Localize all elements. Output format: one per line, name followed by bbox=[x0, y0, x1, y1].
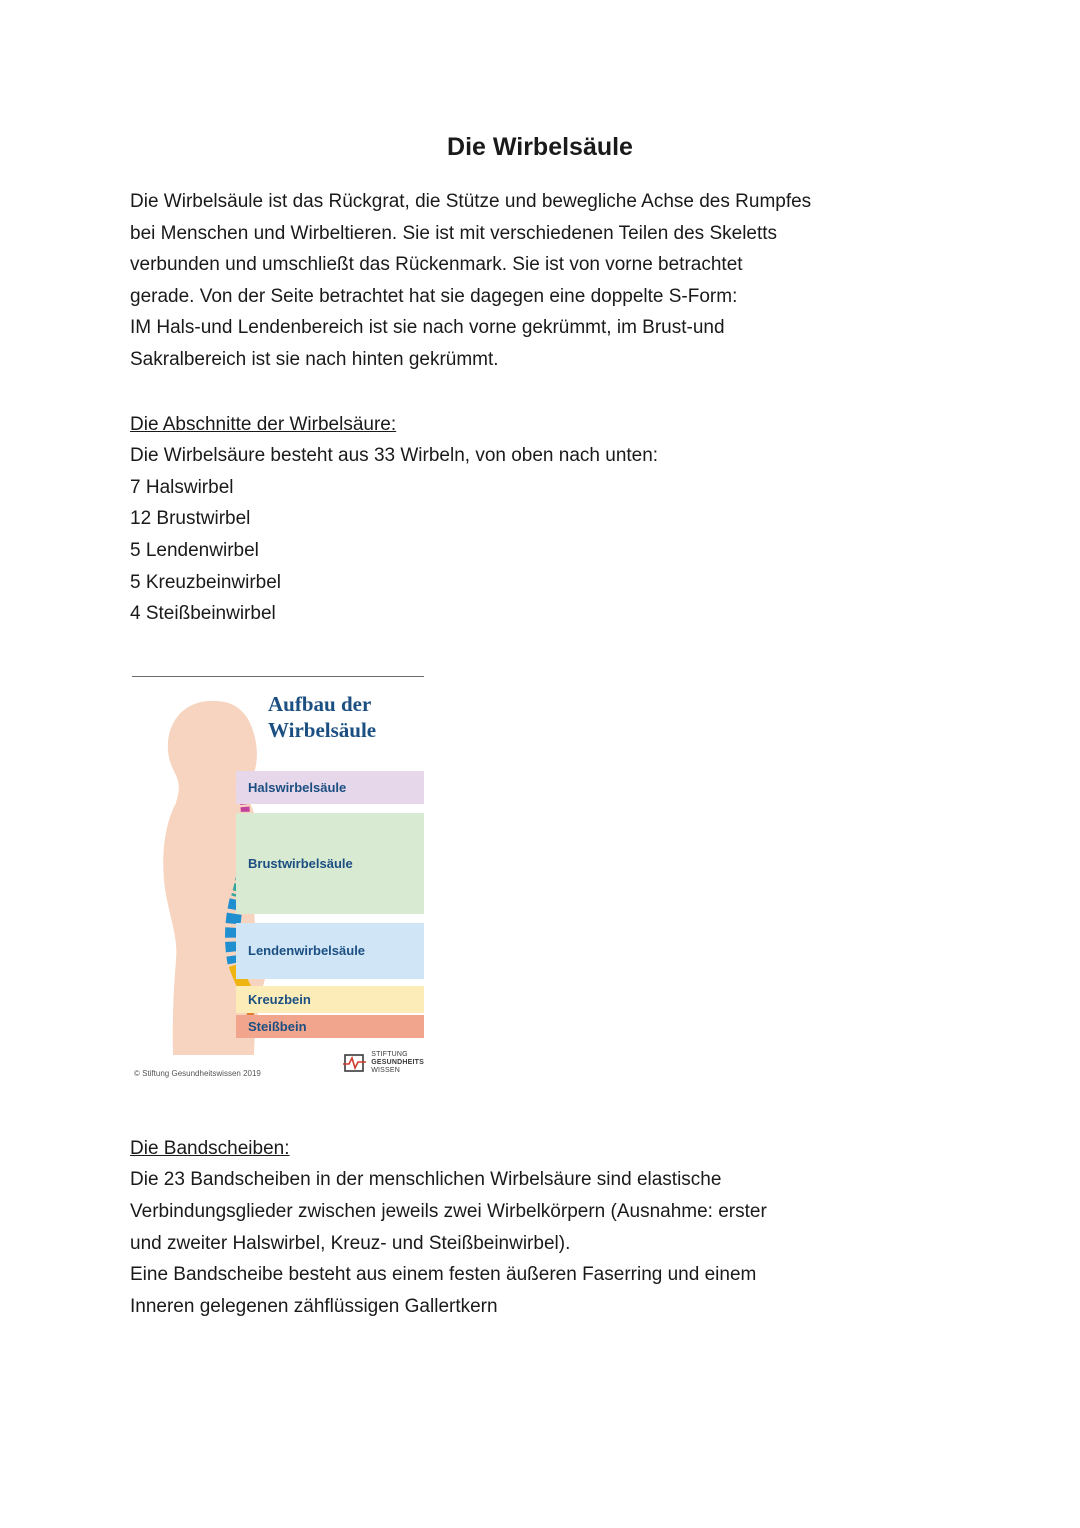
band-label: Kreuzbein bbox=[248, 991, 311, 1007]
vertebrae-list bbox=[130, 472, 950, 630]
text-line: Inneren gelegenen zähflüssigen Gallertkern bbox=[130, 1295, 498, 1317]
band-label: Brustwirbelsäule bbox=[248, 855, 353, 871]
list-item: 5 Kreuzbeinwirbel bbox=[130, 571, 282, 593]
text-line: Sakralbereich ist sie nach hinten gekrümmt. bbox=[130, 348, 499, 370]
text-line: gerade. Von der Seite betrachtet hat sie dagegen eine doppelte S-Form: bbox=[130, 285, 738, 307]
text-line: verbunden und umschließt das Rückenmark. Sie ist von vorne betrachtet bbox=[130, 254, 743, 276]
sections-intro: Die Wirbelsäure besteht aus 33 Wirbeln, von oben nach unten: bbox=[130, 445, 659, 467]
infographic-title-line2: Wirbelsäule bbox=[268, 717, 377, 742]
text-line: Die 23 Bandscheiben in der menschlichen Wirbelsäure sind elastische bbox=[130, 1169, 722, 1191]
stiftung-gesundheitswissen-logo bbox=[343, 1051, 424, 1075]
discs-heading: Die Bandscheiben: bbox=[130, 1137, 290, 1159]
list-item: 4 Steißbeinwirbel bbox=[130, 603, 276, 625]
list-item: 7 Halswirbel bbox=[130, 476, 234, 498]
text-line: und zweiter Halswirbel, Kreuz- und Steißbeinwirbel). bbox=[130, 1232, 571, 1254]
band-kreuzbein bbox=[236, 986, 424, 1013]
infographic-title bbox=[268, 691, 376, 743]
intro-paragraph bbox=[130, 186, 950, 376]
band-label: Steißbein bbox=[248, 1018, 307, 1034]
text-line: bei Menschen und Wirbeltieren. Sie ist mit verschiedenen Teilen des Skeletts bbox=[130, 222, 778, 244]
infographic-copyright: © Stiftung Gesundheitswissen 2019 bbox=[134, 1068, 261, 1078]
spine-infographic bbox=[132, 676, 424, 1091]
text-line: IM Hals-und Lendenbereich ist sie nach vorne gekrümmt, im Brust-und bbox=[130, 317, 725, 339]
logo-line: WISSEN bbox=[371, 1066, 401, 1074]
band-label: Lendenwirbelsäule bbox=[248, 943, 366, 959]
heartbeat-icon bbox=[343, 1052, 367, 1074]
sections-heading: Die Abschnitte der Wirbelsäure: bbox=[130, 413, 397, 435]
band-steissbein bbox=[236, 1015, 424, 1038]
list-item: 5 Lendenwirbel bbox=[130, 539, 259, 561]
logo-text bbox=[371, 1051, 424, 1075]
infographic-title-line1: Aufbau der bbox=[268, 691, 372, 716]
band-lendenwirbelsaeule bbox=[236, 923, 424, 979]
band-label: Halswirbelsäule bbox=[248, 779, 347, 795]
text-line: Die Wirbelsäule ist das Rückgrat, die Stütze und bewegliche Achse des Rumpfes bbox=[130, 191, 812, 212]
list-item: 12 Brustwirbel bbox=[130, 508, 251, 530]
logo-line: STIFTUNG bbox=[371, 1050, 408, 1058]
logo-line: GESUNDHEITS bbox=[371, 1058, 424, 1066]
band-halswirbelsaeule bbox=[236, 771, 424, 804]
band-brustwirbelsaeule bbox=[236, 813, 424, 914]
page-title: Die Wirbelsäule bbox=[447, 133, 633, 161]
text-line: Verbindungsglieder zwischen jeweils zwei Wirbelkörpern (Ausnahme: erster bbox=[130, 1200, 767, 1222]
text-line: Eine Bandscheibe besteht aus einem festen äußeren Faserring und einem bbox=[130, 1264, 757, 1286]
discs-paragraph bbox=[130, 1164, 950, 1322]
